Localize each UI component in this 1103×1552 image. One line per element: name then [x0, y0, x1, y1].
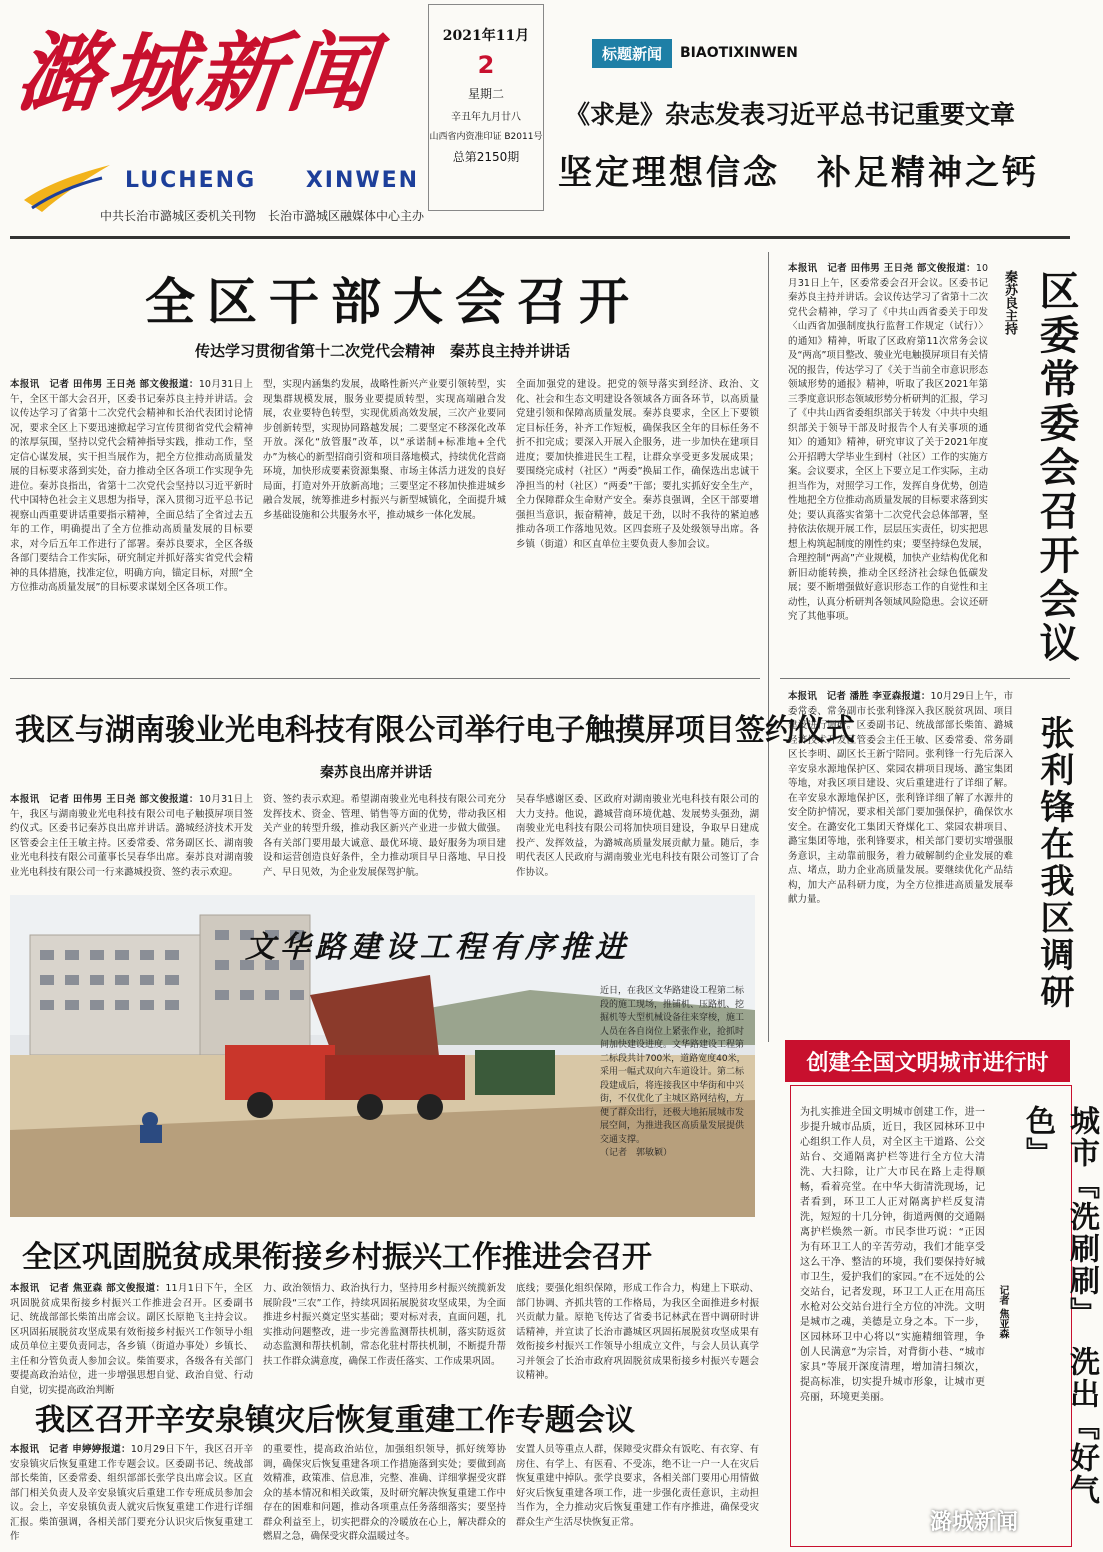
research-article-title[interactable]: 张利锋在我区调研 — [1034, 715, 1074, 1011]
headline-news-tag: 标题新闻 — [592, 39, 672, 68]
reconstruction-article-col2: 的重要性，提高政治站位，加强组织领导，抓好统筹协调，确保灾后恢复重建各项工作措施落到实处；要做到高效精准，政策准、信息准，完整、准确、详细掌握受灾群众的基本情况和相关政策，及时研究解决恢复重建工作中存在的困难和问题，推动各项重点任务落细落实；要坚持群众利益至上，切实把群众的冷暖放在心上，解决群众的燃眉之急，确保受灾群众温暖过冬。 — [263, 1444, 506, 1542]
meeting-article-body: 本报讯 记者 田伟男 王日尧 部文俊报道：10月31日上午，区委常委会召开会议。区委书记秦苏良主持并讲话。会议传达学习了省第十二次党代会精神，学习了《中共山西省委关于印发〈山西省加强制度执行监督工作规定（试行）〉的通知》精神，听取了区政府第11次常务会议及“两高”项目整改、骏业光电触摸屏项目有关情况的报告，传达学习了《关于当前全市意识形态领域形势的通报》精神，听取了我区2021年第三季度意识形态领域形势分析研判的汇报，学习了《中共山西省委组织部关于转发〈中共中央组织部关于领导干部及时报告个人有关事项的通知〉的通知》精神，研究审议了关于2021年度公开招聘大学毕业生到村（社区）工作的实施方案。会议要求，全区上下要立足工作实际，主动担当作为，对照学习工作，发挥自身优势，创造性地把全方位推动高质量发展的目标要求落到实处；要认真落实省第十二次党代会总体部署，坚持依法依规开展工作，层层压实责任，切实把思想上构筑起制度的刚性约束；要坚持绿色发展，合理控制“两高”产业规模，加快产业结构优化和新旧动能转换，推动全区经济社会绿色低碳发展；要不断增强做好意识形态工作的自觉性和主动性，认真分析研判各领域风险隐患。会议还研究了其他事项。 — [788, 263, 988, 622]
research-article-byline: 本报讯 记者 潘胜 李亚森报道： — [788, 691, 931, 702]
civilization-reporter: 记者 焦亚森 — [997, 1285, 1008, 1339]
signing-article-col1: 本报讯 记者 田伟男 王日尧 部文俊报道：10月31日上午，我区与湖南骏业光电科技有限公司电子触摸屏项目签约仪式。区委书记秦苏良出席并讲话。潞城经济技术开发区管委会主任王敏主持。区委常委、常务副区长、湖南骏业光电科技有限公司董事长吴春华出席。秦苏良对湖南骏业光电科技有限公司一行来潞城投资、签约表示欢迎。 — [10, 794, 253, 878]
section-divider — [10, 678, 760, 679]
poverty-article-col1: 本报讯 记者 焦亚森 部文俊报道：11月1日下午，全区巩固脱贫成果衔接乡村振兴工作推进会召开。区委副书记、统战部部长柴笛出席会议。副区长原艳飞主持会议。区巩固拓展脱贫攻坚成果有效衔接乡村振兴工作领导小组成员单位主要负责同志，各乡镇（街道办事处）乡镇长、主任和分管负责人参加会议。柴笛要求，各级各有关部门要提高政治站位，进一步增强思想自觉、政治自觉、行动自觉，切实提高政治判断 — [10, 1283, 253, 1396]
masthead-host: 中共长治市潞城区委机关刊物 长治市潞城区融媒体中心主办 — [100, 209, 425, 223]
date-year-month: 2021年11月 — [442, 28, 530, 44]
reconstruction-article-title[interactable]: 我区召开辛安泉镇灾后恢复重建工作专题会议 — [35, 1403, 635, 1438]
lead-article-byline: 本报讯 记者 田伟男 王日尧 部文俊报道： — [10, 379, 199, 390]
date-lunar: 辛丑年九月廿八 — [451, 112, 521, 123]
civilization-banner: 创建全国文明城市进行时 — [785, 1040, 1070, 1082]
headline-news-bar — [592, 38, 807, 68]
masthead-title: 潞城新闻 — [11, 23, 383, 124]
date-day: 2 — [477, 51, 495, 79]
photo-caption: 近日，在我区文华路建设工程第二标段的施工现场，推铺机、压路机、挖掘机等大型机械设备往来穿梭，施工人员在各自岗位上紧张作业，抢抓时间加快建设进度。文华路建设工程第二标段共计700米，道路宽度40米，采用一幅式双向六车道设计。第二标段建成后，将连接我区中华街和中兴街，不仅优化了主城区路网结构，方便了群众出行，还极大地拓展城市发展空间，为推进我区高质量发展提供交通支撑。 （记者 郭敏颖） — [600, 985, 750, 1161]
poverty-article-col2: 力、政治领悟力、政治执行力，坚持用乡村振兴统揽新发展阶段“三农”工作，持续巩固拓展脱贫攻坚成果，为全面推进乡村振兴奠定坚实基础；要对标对表，直面问题，扎实推动问题整改，进一步完善监测帮扶机制，落实防返贫动态监测和帮扶机制，常态化驻村帮扶机制，不断提升帮扶工作群众满意度，确保工作责任落实、工作成果巩固。 — [263, 1283, 506, 1367]
date-weekday: 星期二 — [467, 87, 504, 101]
column-divider — [768, 252, 769, 1042]
photo-title: 文华路建设工程有序推进 — [245, 930, 630, 965]
civilization-article-body: 为扎实推进全国文明城市创建工作，进一步提升城市品质，近日，我区园林环卫中心组织工作人员，对全区主干道路、公交站台、交通隔离护栏等进行全方位大清洗、大扫除，让广大市民在路上走得顺畅，看着亮堂。在中华大街清洗现场，记者看到，环卫工人正对隔离护栏反复清洗，短短的十几分钟，街道两侧的交通隔离护栏焕然一新。市民李世巧说：“正因为有环卫工人的辛苦劳动，我们才能享受这么干净、整洁的环境，我们要保持好城市卫生，爱护我们的家园。”在不远处的公交站台，记者发现，环卫工人正在用高压水枪对公交站台进行全方位的冲洗。文明是城市之魂，美德是立身之本。下一步，区园林环卫中心将以“实施精细管理，争创人民满意”为宗旨，对背街小巷、“城市家具”等展开深度清理，增加清扫频次，提高标准，切实提升城市形象，让城市更亮丽，环境更美丽。 — [800, 1107, 985, 1403]
masthead-rule — [10, 236, 1070, 239]
poverty-article-col3: 底线；要强化组织保障，形成工作合力，构建上下联动、部门协调、齐抓共管的工作格局，为我区全面推进乡村振兴贡献力量。原艳飞传达了省委书记林武在晋中调研时讲话精神，并宣读了长治市潞城区巩固拓展脱贫攻坚成果有效衔接乡村振兴工作领导小组成立文件，与会人员认真学习并领会了长治市政府巩固脱贫成果衔接乡村振兴专题会议精神。 — [516, 1283, 759, 1381]
lead-article-subtitle: 传达学习贯彻省第十二次党代会精神 秦苏良主持并讲话 — [195, 342, 571, 360]
signing-article-title[interactable]: 我区与湖南骏业光电科技有限公司举行电子触摸屏项目签约仪式 — [15, 713, 855, 748]
photo-credit: （记者 郭敏颖） — [600, 1148, 673, 1158]
lead-article-col2: 型，实现内涵集约发展，战略性新兴产业要引领转型，实现集群规模发展，服务业要提质转型，实现高端融合发展，农业要特色转型，实现优质高效发展，三次产业要同步创新转型，实现协同路越发展；二要坚定不移深化改革开放。深化“放管服”改革，以“承诺制+标准地+全代办”为核心的新型招商引资和项目落地模式，持续优化营商环境，加快形成要素资源集聚、市场主体活力迸发的良好局面，打造对外开放新高地；三要坚定不移加快推进城乡融合发展，统筹推进乡村振兴与新型城镇化，全面提升城乡基础设施和公共服务水平，推动城乡一体化发展。 — [263, 379, 506, 521]
lead-article-title[interactable]: 全区干部大会召开 — [145, 272, 641, 331]
reconstruction-article-col1: 本报讯 记者 申婷婷报道：10月29日下午，我区召开辛安泉镇灾后恢复重建工作专题会议。区委副书记、统战部部长柴笛，区委常委、组织部部长张学良出席会议。区直部门相关负责人及辛安泉镇灾后重建工作专班成员参加会议。会上，辛安泉镇负责人就灾后恢复重建工作进行详细汇报。柴笛强调，各相关部门要充分认识灾后恢复重建工作 — [10, 1444, 254, 1542]
watermark: 潞城新闻 — [930, 1510, 1019, 1535]
meeting-article-byline: 本报讯 记者 田伟男 王日尧 部文俊报道： — [788, 263, 976, 274]
logo-swoosh-icon — [22, 160, 112, 215]
signing-article-col2: 资、签约表示欢迎。希望湖南骏业光电科技有限公司充分发挥技术、资金、管理、销售等方面的优势，带动我区相关产业的转型升级，推动我区新兴产业进一步做大做强。各有关部门要用最大诚意、最优环境、最好服务为项目建设和运营创造良好条件，全力推动项目早日落地、早日投产、早日见效，为企业发展保驾护航。 — [263, 794, 506, 878]
poverty-article-byline: 本报讯 记者 焦亚森 部文俊报道： — [10, 1283, 166, 1294]
date-permit: 山西省内资准印证 B2011号 — [429, 132, 543, 142]
poverty-article-title[interactable]: 全区巩固脱贫成果衔接乡村振兴工作推进会召开 — [22, 1240, 652, 1275]
meeting-article-note: 秦苏良主持 — [1002, 270, 1017, 335]
meeting-article-title[interactable]: 区委常委会召开会议 — [1033, 270, 1080, 666]
headline-news-tag-en: BIAOTIXINWEN — [680, 45, 798, 61]
signing-article-subtitle: 秦苏良出席并讲话 — [320, 765, 432, 781]
reconstruction-article-byline: 本报讯 记者 申婷婷报道： — [10, 1444, 131, 1455]
lead-article-col3: 全面加强党的建设。把党的领导落实到经济、政治、文化、社会和生态文明建设各领域各方面各环节，以高质量党建引领和保障高质量发展。秦苏良要求，全区上下要锁定目标任务，补齐工作短板，确保我区全年的目标任务不折不扣完成；要深入开展入企服务，进一步加快在建项目进度；要加快推进民生工程，让群众享受更多发展成果；要围绕完成村（社区）“两委”换届工作，确保选出忠诚干净担当的村（社区）“两委”干部；要扎实抓好安全生产，全力保障群众生命财产安全。秦苏良强调，全区干部要增强担当意识，振奋精神，鼓足干劲，以时不我待的紧迫感推动各项工作落地见效。区四套班子及处级领导出席。各乡镇（街道）和区直单位主要负责人参加会议。 — [516, 379, 759, 550]
reconstruction-article-col3: 安置人员等重点人群，保障受灾群众有饭吃、有衣穿、有房住、有学上、有医看、不受冻，绝不让一户一人在灾后恢复重建中掉队。张学良要求，各相关部门要用心用情做好灾后恢复重建各项工作，进一步强化责任意识，主动担当作为，全力推动灾后恢复重建工作有序推进，确保受灾群众生产生活尽快恢复正常。 — [516, 1444, 759, 1528]
masthead-latin: LUCHENG XINWEN — [125, 168, 420, 193]
headline-news-line1[interactable]: 《求是》杂志发表习近平总书记重要文章 — [565, 100, 1016, 129]
research-article-body: 本报讯 记者 潘胜 李亚森报道：10月29日上午，市委常委、常务副市长张利锋深入我区脱贫巩固、项目建设进行调研。区委副书记、统战部部长柴笛、潞城经济技术开发区管委会主任王敏、区委常委、常务副区长李明、副区长王新宁陪同。张利锋一行先后深入辛安泉水源地保护区、棠园农耕项目现场、潞宝集团等地，对我区项目建设、灾后重建进行了详细了解。在辛安泉水源地保护区，张利锋详细了解了水源井的安全防护情况，要求相关部门要加强保护，确保饮水安全。在潞安化工集团天脊煤化工、棠园农耕项目、潞宝集团等地，张利锋要求，相关部门要切实增强服务意识，主动靠前服务，着力破解制约企业发展的难点、堵点，助力企业高质量发展。要继续优化产品结构，加大产品科研力度，为全方位推进高质量发展奉献力量。 — [788, 691, 1013, 905]
lead-article-col1: 本报讯 记者 田伟男 王日尧 部文俊报道：10月31日上午，全区干部大会召开，区委书记秦苏良主持并讲话。会议传达学习了省第十二次党代会精神和长治代表团讨论情况，要求全区上下要迅速掀起学习宣传贯彻省党代会精神的浓厚氛围，坚持以党代会精神指导实践，推动工作，坚定信心谋发展，实干担当展作为，把全方位推动高质量发展的目标要求落到实处，奋力推动全区各项工作实现争先进位。秦苏良指出，省第十二次党代会坚持以习近平新时代中国特色社会主义思想为指导，深入贯彻习近平总书记视察山西重要讲话重要指示精神，全面总结了全省过去五年的工作，明确提出了全方位推动高质量发展的目标要求，对今后五年工作进行了部署。秦苏良要求，全区各级各部门要结合工作实际，研究制定并抓好落实省党代会精神的具体措施，找准定位，明确方向，锚定目标，对照“全方位推动高质量发展”的目标要求谋划全区各项工作。 — [10, 379, 253, 593]
issue-number: 总第2150期 — [452, 150, 520, 164]
section-divider — [780, 678, 1070, 679]
headline-news-line2[interactable]: 坚定理想信念 补足精神之钙 — [558, 153, 1039, 193]
civilization-article-title[interactable]: 城市『洗刷刷』 洗出『好气色』 — [1020, 1105, 1099, 1506]
date-box — [428, 4, 544, 211]
signing-article-byline: 本报讯 记者 田伟男 王日尧 部文俊报道： — [10, 794, 199, 805]
signing-article-col3: 吴春华感谢区委、区政府对湖南骏业光电科技有限公司的大力支持。他说，潞城营商环境优越、发展势头强劲，湖南骏业光电科技有限公司将加快项目建设，争取早日建成投产、发挥效益，为潞城高质量发展贡献力量。随后，李明代表区人民政府与湖南骏业光电科技有限公司签订了合作协议。 — [516, 794, 759, 878]
